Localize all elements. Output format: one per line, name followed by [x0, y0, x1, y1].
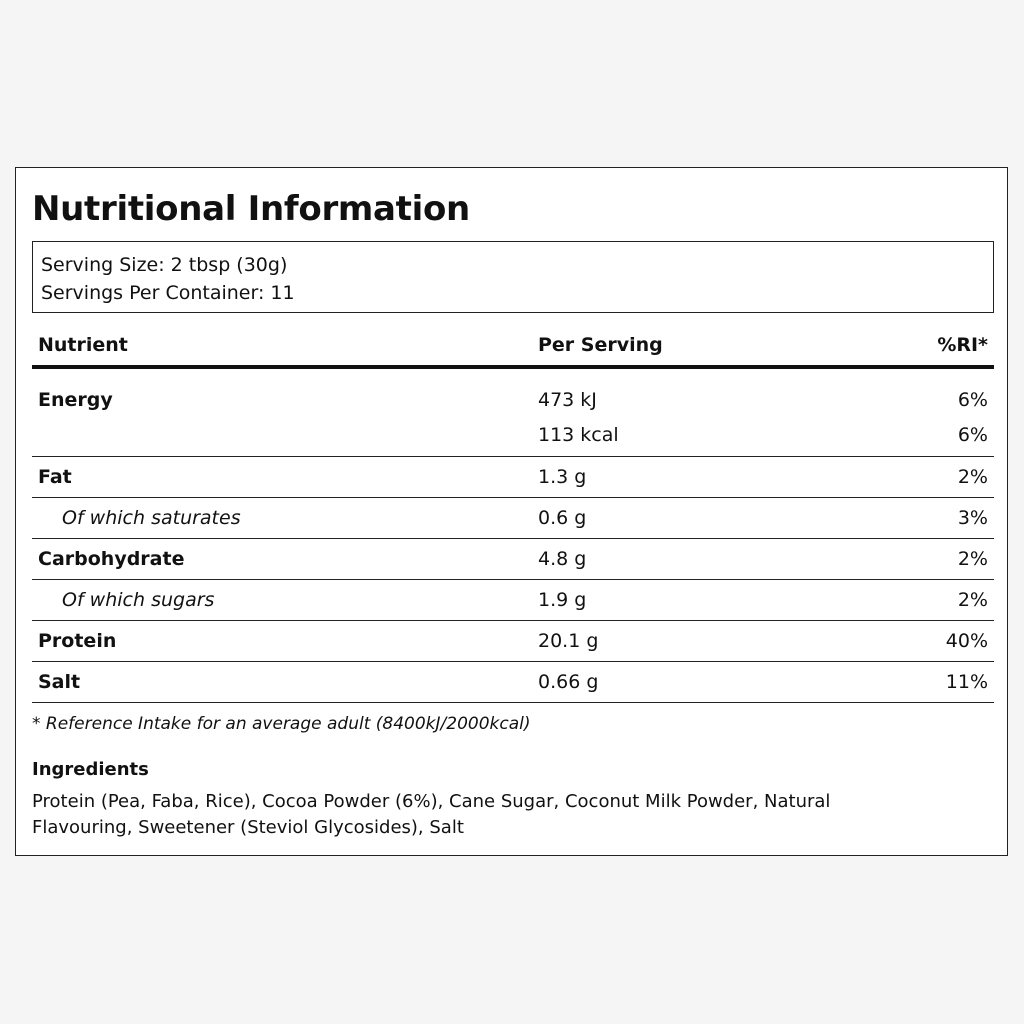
ingredients-heading: Ingredients [32, 759, 149, 780]
servings-per-container: Servings Per Container: 11 [41, 282, 295, 304]
ri-value: 3% [957, 507, 988, 529]
header-nutrient: Nutrient [38, 334, 128, 356]
ri-value: 2% [957, 466, 988, 488]
nutrient-name: Salt [38, 671, 81, 693]
nutrient-name: Carbohydrate [38, 548, 185, 570]
per-serving-value: 1.3 g [538, 466, 587, 488]
table-row [32, 662, 994, 703]
per-serving-value: 0.66 g [538, 671, 599, 693]
nutrient-name: Energy [38, 389, 113, 411]
nutrient-name: Fat [38, 466, 72, 488]
per-serving-value: 113 kcal [538, 424, 619, 446]
ri-value: 2% [957, 589, 988, 611]
ri-value: 40% [945, 630, 988, 652]
table-row [32, 498, 994, 539]
nutrient-name: Protein [38, 630, 117, 652]
per-serving-value: 20.1 g [538, 630, 599, 652]
nutrient-name: Of which saturates [62, 507, 241, 529]
ri-value: 11% [945, 671, 988, 693]
serving-info-box [32, 241, 994, 313]
ingredients-list: Protein (Pea, Faba, Rice), Cocoa Powder (6%), Cane Sugar, Coconut Milk Powder, Natural Flavouring, Sweetener (Steviol Glycosides), Salt [32, 791, 831, 838]
table-row [32, 369, 994, 416]
ri-value: 6% [957, 424, 988, 446]
ri-value: 6% [957, 389, 988, 411]
page-title: Nutritional Information [32, 189, 470, 229]
per-serving-value: 473 kJ [538, 389, 597, 411]
per-serving-value: 1.9 g [538, 589, 587, 611]
nutrition-panel [15, 167, 1008, 856]
reference-intake-footnote: * Reference Intake for an average adult (8400kJ/2000kcal) [32, 714, 531, 734]
ri-value: 2% [957, 548, 988, 570]
table-row [32, 539, 994, 580]
table-row [32, 416, 994, 457]
header-ri: %RI* [937, 334, 988, 356]
per-serving-value: 4.8 g [538, 548, 587, 570]
nutrition-table [32, 325, 994, 703]
serving-size: Serving Size: 2 tbsp (30g) [41, 254, 288, 276]
table-header-row [32, 325, 994, 369]
per-serving-value: 0.6 g [538, 507, 587, 529]
nutrient-name: Of which sugars [62, 589, 215, 611]
header-per-serving: Per Serving [538, 334, 663, 356]
table-row [32, 580, 994, 621]
table-row [32, 621, 994, 662]
table-row [32, 457, 994, 498]
